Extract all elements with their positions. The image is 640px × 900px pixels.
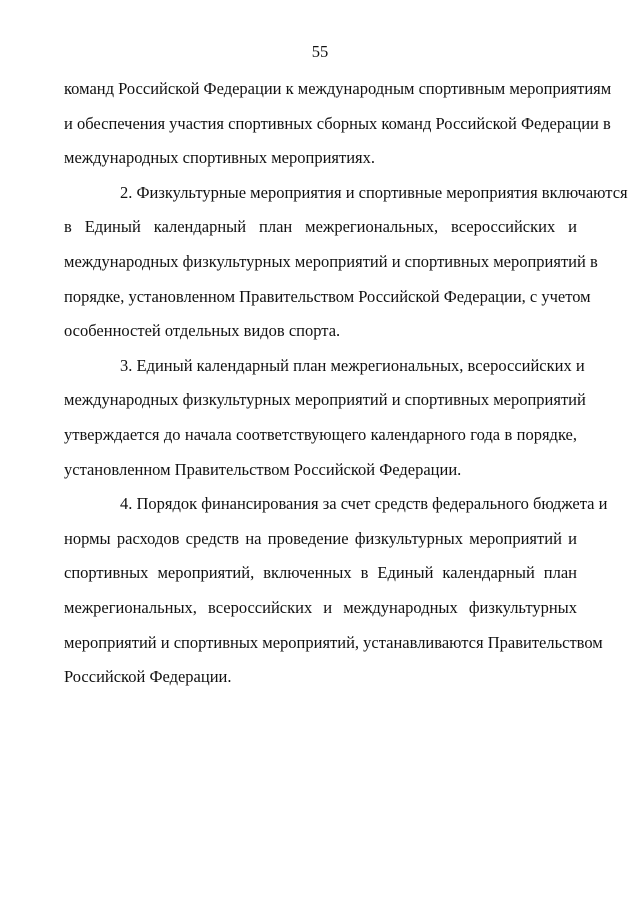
text-line: Российской Федерации.	[64, 667, 232, 687]
text-line: международных физкультурных мероприятий и спортивных мероприятий в	[64, 251, 598, 271]
text-line: международных физкультурных мероприятий и спортивных мероприятий	[64, 390, 586, 410]
text-line: нормы расходов средств на проведение физкультурных мероприятий и	[64, 528, 577, 548]
paragraph-continuation	[64, 76, 612, 180]
document-body	[64, 76, 628, 699]
text-line: 3. Единый календарный план межрегиональных, всероссийских и	[120, 355, 585, 375]
paragraph-item-3	[64, 353, 586, 491]
text-line: межрегиональных, всероссийских и международных физкультурных	[64, 597, 577, 617]
text-line: спортивных мероприятий, включенных в Единый календарный план	[64, 563, 577, 583]
page-number: 55	[311, 42, 329, 61]
paragraph-item-4	[64, 491, 608, 699]
text-line: особенностей отдельных видов спорта.	[64, 321, 341, 341]
text-line: международных спортивных мероприятиях.	[64, 148, 376, 168]
paragraph-item-2	[64, 180, 628, 353]
text-line: утверждается до начала соответствующего календарного года в порядке,	[64, 424, 577, 444]
text-line: порядке, установленном Правительством Российской Федерации, с учетом	[64, 286, 591, 306]
text-line: в Единый календарный план межрегиональных, всероссийских и	[64, 217, 577, 237]
text-line: команд Российской Федерации к международным спортивным мероприятиям	[64, 79, 612, 98]
text-line: и обеспечения участия спортивных сборных команд Российской Федерации в	[64, 113, 611, 133]
text-line: 4. Порядок финансирования за счет средств федерального бюджета и	[120, 494, 608, 514]
text-line: мероприятий и спортивных мероприятий, устанавливаются Правительством	[64, 632, 603, 652]
text-line: установленном Правительством Российской Федерации.	[64, 459, 462, 479]
text-line: 2. Физкультурные мероприятия и спортивные мероприятия включаются	[120, 182, 628, 202]
